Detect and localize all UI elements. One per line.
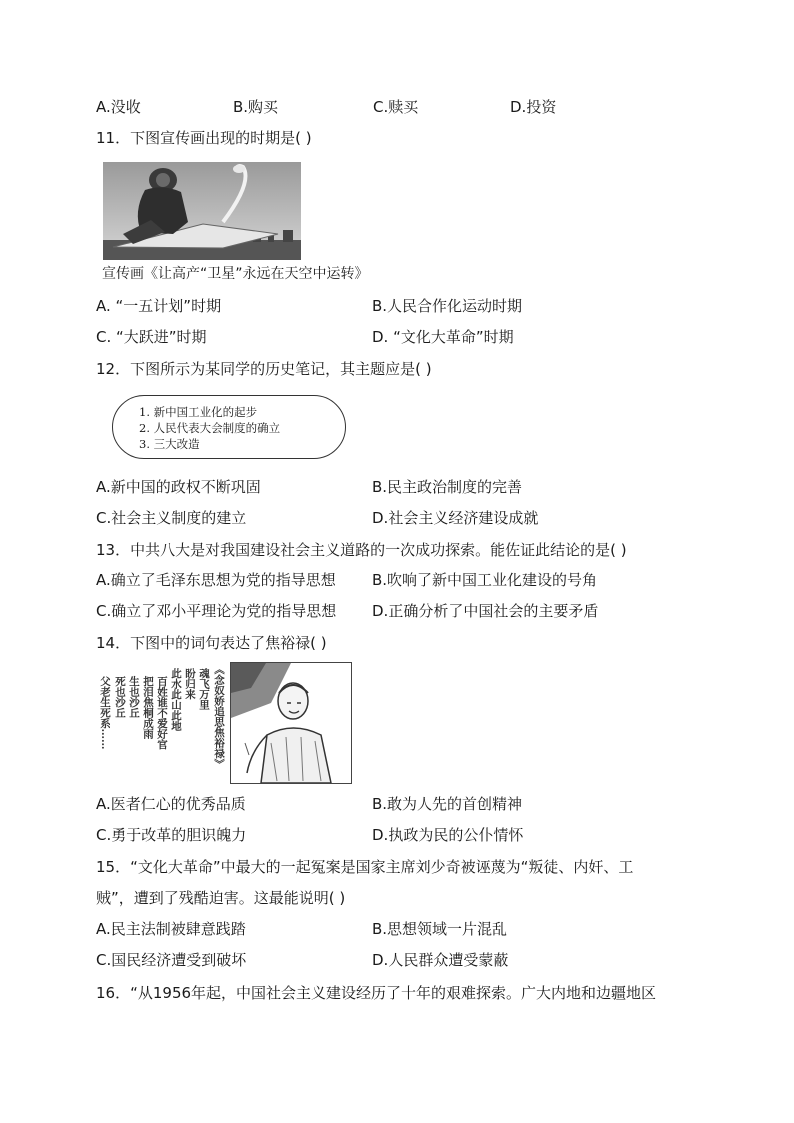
q10-option-b[interactable]: B.购买: [233, 98, 279, 116]
q13-option-c[interactable]: C.确立了邓小平理论为党的指导思想: [96, 602, 337, 620]
q14-option-b[interactable]: B.敢为人先的首创精神: [372, 795, 523, 813]
poem-line: 父老生死系……: [99, 676, 111, 750]
q12-option-b[interactable]: B.民主政治制度的完善: [372, 478, 523, 496]
propaganda-poster-icon: [103, 162, 301, 260]
q10-option-a[interactable]: A.没收: [96, 98, 141, 116]
q14-option-a[interactable]: A.医者仁心的优秀品质: [96, 795, 246, 813]
q11-poster-caption: 宣传画《让高产“卫星”永远在天空中运转》: [102, 266, 369, 282]
poem-line: 死也沙丘: [114, 676, 126, 718]
history-note-box: [112, 395, 346, 459]
poem-line: 生也沙丘: [128, 676, 140, 718]
q10-option-c[interactable]: C.赎买: [373, 98, 419, 116]
q15-option-a[interactable]: A.民主法制被肆意践踏: [96, 920, 246, 938]
q15-stem-line1: 15．“文化大革命”中最大的一起冤案是国家主席刘少奇被诬蔑为“叛徒、内奸、工: [96, 858, 634, 876]
q13-option-d[interactable]: D.正确分析了中国社会的主要矛盾: [372, 602, 599, 620]
q11-option-a[interactable]: A. “一五计划”时期: [96, 297, 222, 315]
q15-option-b[interactable]: B.思想领域一片混乱: [372, 920, 508, 938]
note-item: 2. 人民代表大会制度的确立: [139, 421, 281, 435]
poem-line: 魂飞万里: [198, 668, 210, 710]
note-item: 3. 三大改造: [139, 437, 200, 451]
note-item: 1. 新中国工业化的起步: [139, 405, 258, 419]
q14-option-d[interactable]: D.执政为民的公仆情怀: [372, 826, 524, 844]
q11-stem: 11．下图宣传画出现的时期是( ): [96, 129, 312, 147]
q11-option-b[interactable]: B.人民合作化运动时期: [372, 297, 523, 315]
q12-option-c[interactable]: C.社会主义制度的建立: [96, 509, 247, 527]
q15-option-c[interactable]: C.国民经济遭受到破坏: [96, 951, 247, 969]
q12-stem: 12．下图所示为某同学的历史笔记，其主题应是( ): [96, 360, 432, 378]
poem-line: 此水此山此地: [170, 668, 182, 731]
q13-stem: 13．中共八大是对我国建设社会主义道路的一次成功探索。能佐证此结论的是( ): [96, 541, 627, 559]
poem-line: 把泪焦桐成雨: [142, 676, 154, 739]
poem-title: 《念奴娇追思焦裕禄》: [213, 664, 225, 769]
q14-option-c[interactable]: C.勇于改革的胆识魄力: [96, 826, 247, 844]
q16-stem: 16．“从1956年起，中国社会主义建设经历了十年的艰难探索。广大内地和边疆地区: [96, 984, 657, 1002]
propaganda-poster-image: [103, 162, 301, 260]
jiao-yulu-portrait: [230, 662, 352, 784]
poem-line: 盼归来: [184, 668, 196, 700]
portrait-sketch-icon: [231, 663, 351, 783]
q13-option-b[interactable]: B.吹响了新中国工业化建设的号角: [372, 571, 598, 589]
jiao-yulu-poem: [96, 664, 226, 784]
q14-stem: 14．下图中的词句表达了焦裕禄( ): [96, 634, 327, 652]
q10-option-d[interactable]: D.投资: [510, 98, 557, 116]
q13-option-a[interactable]: A.确立了毛泽东思想为党的指导思想: [96, 571, 336, 589]
q12-option-d[interactable]: D.社会主义经济建设成就: [372, 509, 539, 527]
poem-line: 百姓谁不爱好官: [156, 676, 168, 750]
q11-option-d[interactable]: D. “文化大革命”时期: [372, 328, 514, 346]
q15-stem-line2: 贼”，遭到了残酷迫害。这最能说明( ): [96, 889, 346, 907]
q15-option-d[interactable]: D.人民群众遭受蒙蔽: [372, 951, 509, 969]
q11-option-c[interactable]: C. “大跃进”时期: [96, 328, 207, 346]
q12-option-a[interactable]: A.新中国的政权不断巩固: [96, 478, 261, 496]
